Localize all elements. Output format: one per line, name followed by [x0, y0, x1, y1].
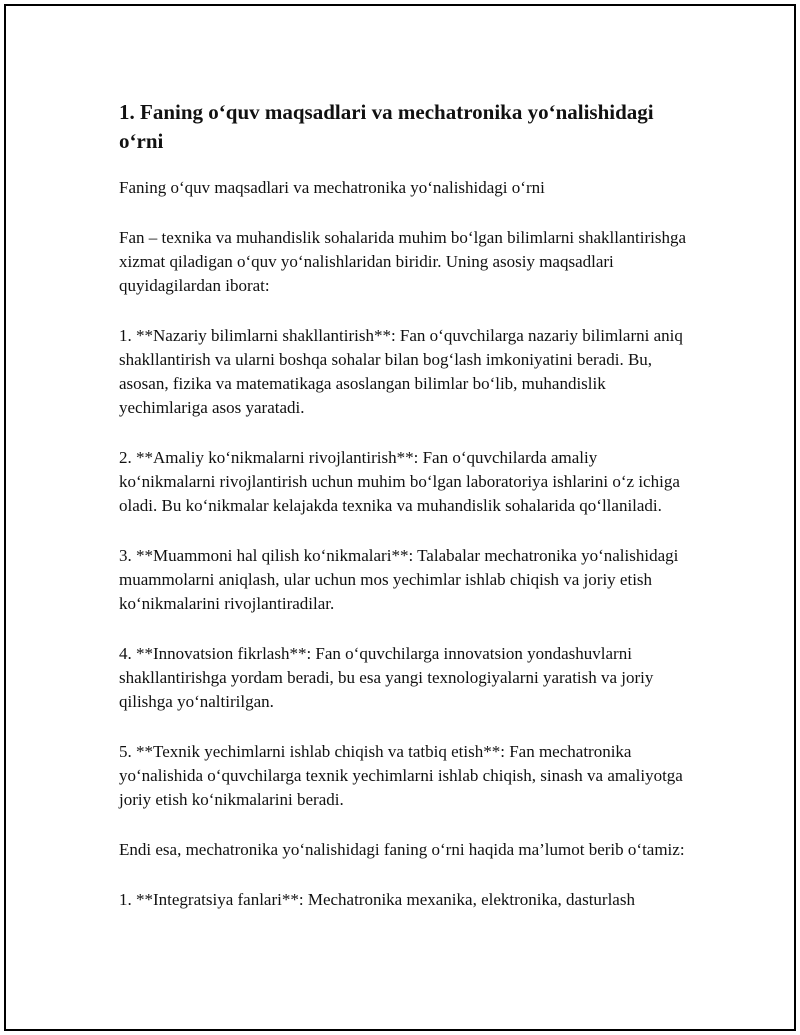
document-page — [4, 4, 796, 1031]
document-body — [119, 98, 689, 912]
paragraph-item-1: 1. **Nazariy bilimlarni shakllantirish**: Fan o‘quvchilarga nazariy bilimlarni aniq shakllantirish va ularni boshqa sohalar bilan bog‘lash imkoniyatini beradi. Bu, asosan, fizika va matematikaga asoslangan bilimlar bo‘lib, muhandislik yechimlariga asos yaratadi. — [119, 326, 683, 417]
paragraph-role-item-1: 1. **Integratsiya fanlari**: Mechatronika mexanika, elektronika, dasturlash — [119, 890, 635, 909]
paragraph-transition: Endi esa, mechatronika yo‘nalishidagi faning o‘rni haqida ma’lumot berib o‘tamiz: — [119, 840, 685, 859]
document-subtitle: Faning o‘quv maqsadlari va mechatronika yo‘nalishidagi o‘rni — [119, 178, 545, 197]
paragraph-item-3: 3. **Muammoni hal qilish ko‘nikmalari**: Talabalar mechatronika yo‘nalishidagi muammolarni aniqlash, ular uchun mos yechimlar ishlab chiqish va joriy etish ko‘nikmalarini rivojlantiradilar. — [119, 546, 679, 613]
document-title: 1. Faning o‘quv maqsadlari va mechatronika yo‘nalishidagi o‘rni — [119, 100, 654, 153]
paragraph-item-5: 5. **Texnik yechimlarni ishlab chiqish va tatbiq etish**: Fan mechatronika yo‘nalishida o‘quvchilarga texnik yechimlarni ishlab chiqish, sinash va amaliyotga joriy etish ko‘nikmalarini beradi. — [119, 742, 683, 809]
paragraph-item-2: 2. **Amaliy ko‘nikmalarni rivojlantirish**: Fan o‘quvchilarda amaliy ko‘nikmalarni rivojlantirish uchun muhim bo‘lgan laboratoriya ishlarini o‘z ichiga oladi. Bu ko‘nikmalar kelajakda texnika va muhandislik sohalarida qo‘llaniladi. — [119, 448, 680, 515]
paragraph-intro: Fan – texnika va muhandislik sohalarida muhim bo‘lgan bilimlarni shakllantirishga xizmat qiladigan o‘quv yo‘nalishlaridan biridir. Uning asosiy maqsadlari quyidagilardan iborat: — [119, 228, 687, 295]
paragraph-item-4: 4. **Innovatsion fikrlash**: Fan o‘quvchilarga innovatsion yondashuvlarni shakllantirishga yordam beradi, bu esa yangi texnologiyalarni yaratish va joriy qilishga yo‘naltirilgan. — [119, 644, 654, 711]
